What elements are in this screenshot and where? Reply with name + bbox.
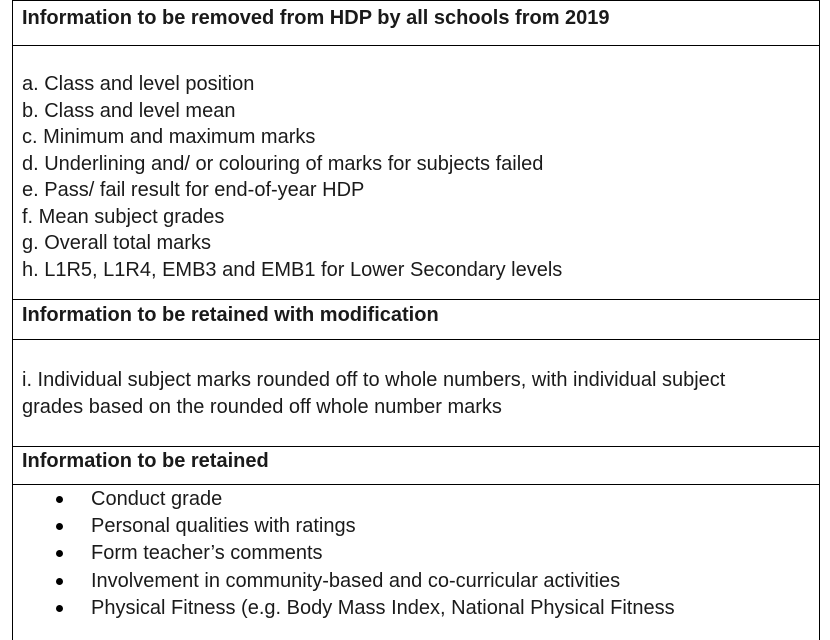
list-item: e. Pass/ fail result for end-of-year HDP (22, 179, 365, 201)
list-item (53, 540, 675, 567)
list-item (53, 486, 675, 513)
removed-items-list (22, 71, 562, 283)
bullet-icon (56, 496, 63, 503)
table-border (13, 446, 819, 447)
list-item (53, 568, 675, 595)
bullet-icon (56, 550, 63, 557)
table-border (13, 45, 819, 46)
list-item-label: Personal qualities with ratings (91, 515, 356, 538)
list-item: b. Class and level mean (22, 99, 236, 122)
bullet-icon (56, 605, 63, 612)
list-item-label: Physical Fitness (e.g. Body Mass Index, National Physical Fitness (91, 596, 675, 619)
table-border (13, 299, 819, 300)
section-header-retained: Information to be retained (22, 450, 269, 472)
list-item-label: Conduct grade (91, 488, 223, 510)
list-item-label: Form teacher’s comments (91, 542, 323, 565)
bullet-icon (56, 523, 63, 530)
list-item: d. Underlining and/ or colouring of marks for subjects failed (22, 152, 544, 175)
section-header-retained-modified: Information to be retained with modification (22, 304, 439, 326)
table-border (13, 339, 819, 340)
list-item: g. Overall total marks (22, 232, 211, 254)
list-item (53, 513, 675, 540)
list-item (53, 595, 675, 622)
table-border (13, 484, 819, 485)
table-border (13, 0, 819, 1)
retained-items-list (53, 486, 675, 622)
section-header-removed: Information to be removed from HDP by all schools from 2019 (22, 7, 610, 29)
list-item: c. Minimum and maximum marks (22, 126, 316, 148)
info-table (12, 0, 820, 640)
bullet-icon (56, 578, 63, 585)
list-item: h. L1R5, L1R4, EMB3 and EMB1 for Lower Secondary levels (22, 258, 563, 281)
list-item-label: Involvement in community-based and co-curricular activities (91, 569, 621, 592)
retained-modified-item: i. Individual subject marks rounded off to whole numbers, with individual subject grades based on the rounded off whole number marks (22, 369, 726, 418)
list-item: f. Mean subject grades (22, 205, 225, 228)
list-item: a. Class and level position (22, 73, 255, 95)
